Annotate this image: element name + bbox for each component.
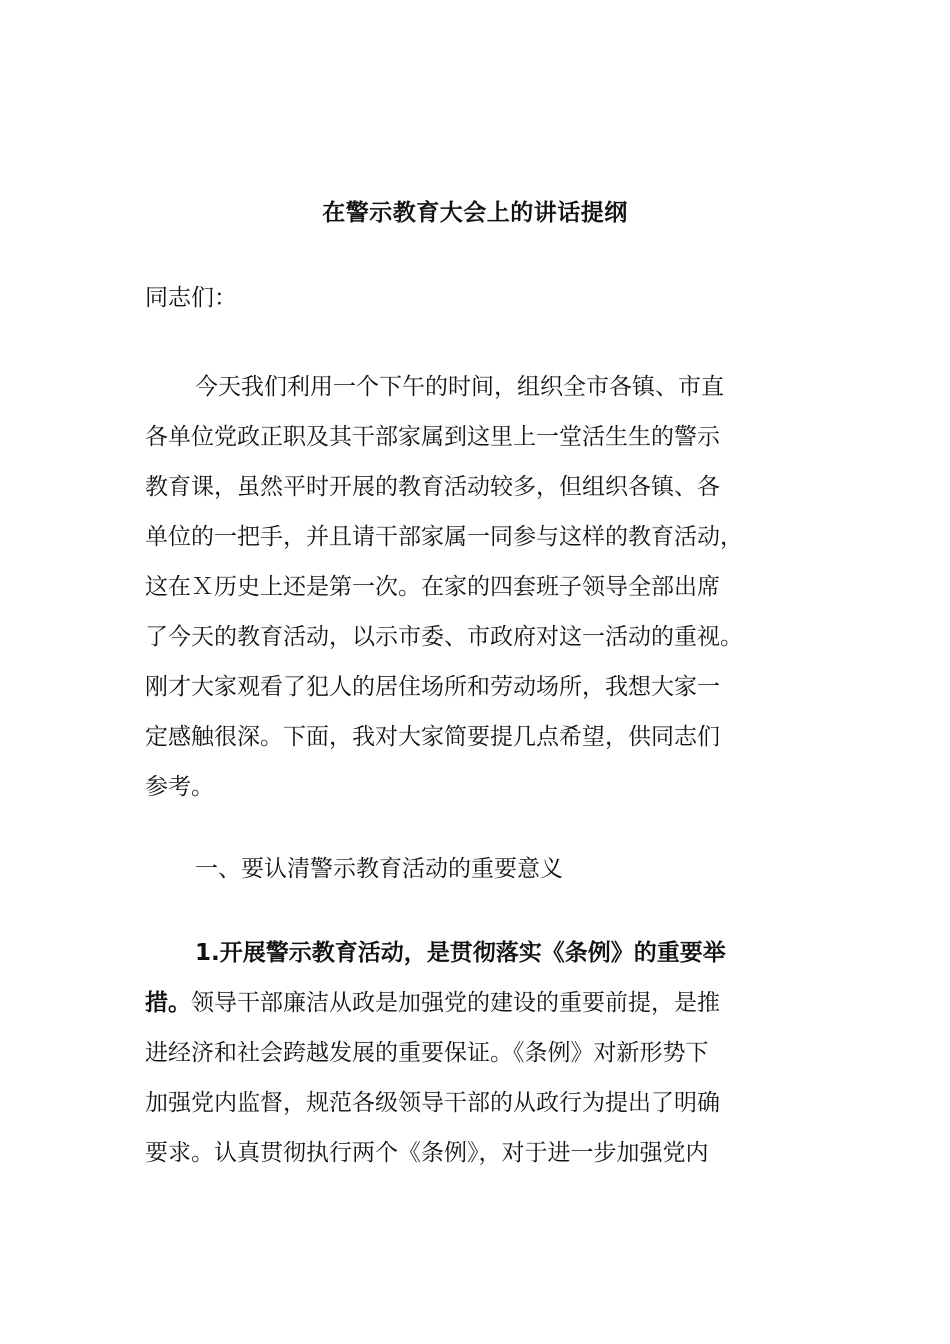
paragraph-line: 参考。 (145, 774, 214, 800)
paragraph-line: 了今天的教育活动，以示市委、市政府对这一活动的重视。 (145, 624, 743, 650)
paragraph-line: 刚才大家观看了犯人的居住场所和劳动场所，我想大家一 (145, 674, 720, 700)
paragraph-line-rest: 领导干部廉洁从政是加强党的建设的重要前提，是推 (191, 990, 720, 1016)
paragraph-line: 教育课，虽然平时开展的教育活动较多，但组织各镇、各 (145, 474, 720, 500)
paragraph-line: 要求。认真贯彻执行两个《条例》，对于进一步加强党内 (145, 1140, 709, 1166)
paragraph-line: 进经济和社会跨越发展的重要保证。《条例》对新形势下 (145, 1040, 709, 1066)
paragraph-line: 今天我们利用一个下午的时间，组织全市各镇、市直 (195, 374, 724, 400)
paragraph-line: 定感触很深。下面，我对大家简要提几点希望，供同志们 (145, 724, 720, 750)
paragraph-intro (145, 362, 805, 812)
paragraph-line (145, 978, 805, 1028)
paragraph-line: 单位的一把手，并且请干部家属一同参与这样的教育活动， (145, 524, 743, 550)
point-heading-end: 措。 (145, 990, 191, 1016)
paragraph-line: 各单位党政正职及其干部家属到这里上一堂活生生的警示 (145, 424, 720, 450)
salutation: 同志们： (145, 285, 237, 311)
section-heading-text: 一、要认清警示教育活动的重要意义 (195, 856, 563, 882)
paragraph-line: 这在Ｘ历史上还是第一次。在家的四套班子领导全部出席 (145, 574, 720, 600)
document-title: 在警示教育大会上的讲话提纲 (322, 200, 628, 226)
paragraph-line: 加强党内监督，规范各级领导干部的从政行为提出了明确 (145, 1090, 720, 1116)
section-heading (145, 844, 805, 894)
paragraph-point-1 (145, 928, 805, 1178)
point-heading-line: 1.开展警示教育活动，是贯彻落实《条例》的重要举 (195, 940, 726, 966)
